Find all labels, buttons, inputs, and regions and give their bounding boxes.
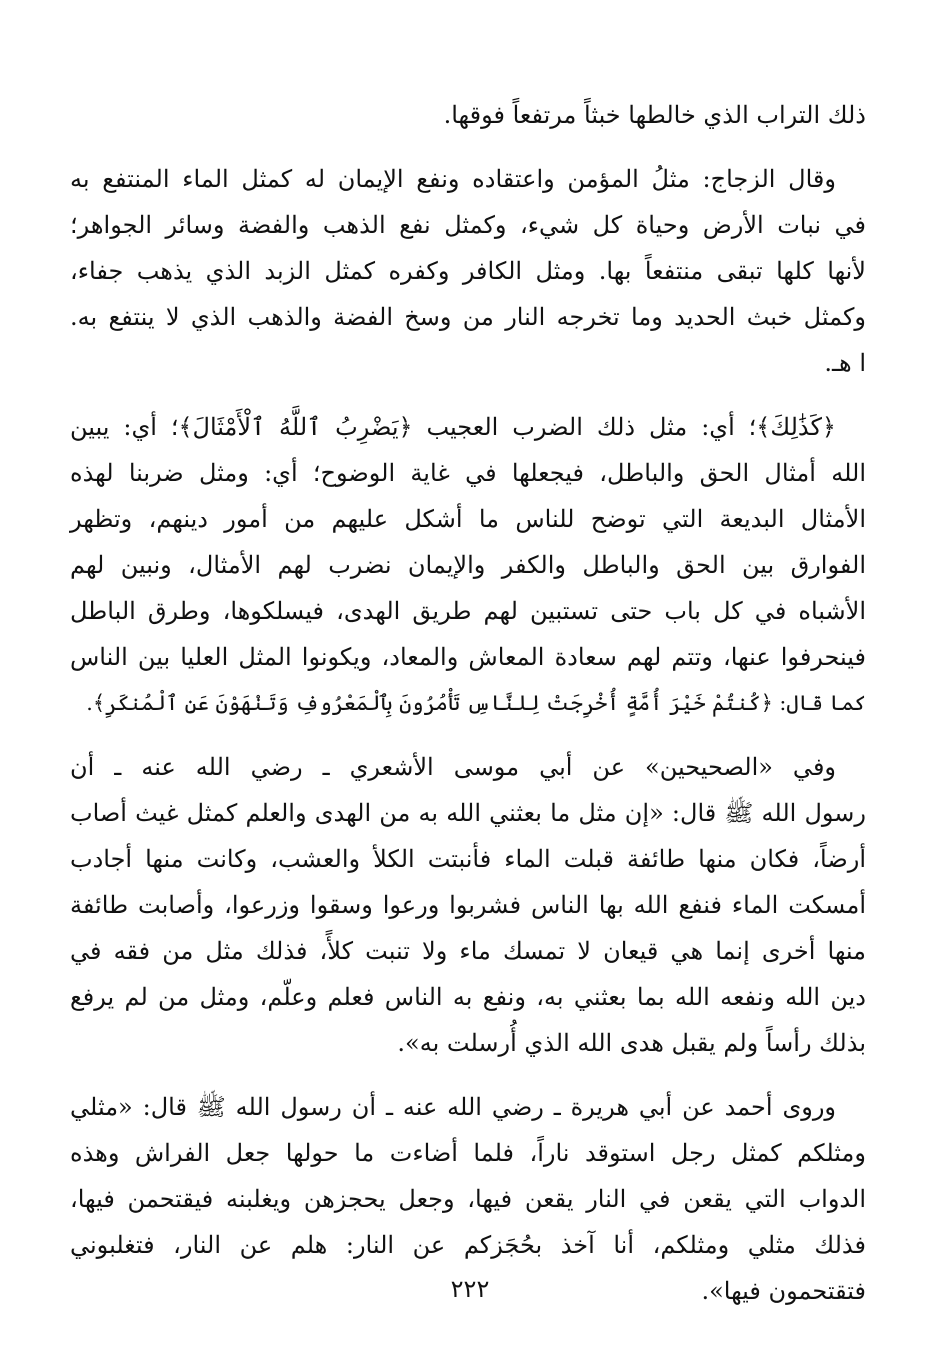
- page-body: [70, 92, 866, 1332]
- text-line: فينحرفوا عنها، وتتم لهم سعادة المعاش والمعاد، ويكونوا المثل العليا بين الناس: [70, 643, 866, 671]
- text-line: ا هـ.: [824, 349, 866, 377]
- text-line: وفي «الصحيحين» عن أبي موسى الأشعري ـ رضي الله عنه ـ أن: [70, 753, 836, 781]
- text-line: الأشباه في كل باب حتى تستبين لهم طريق الهدى، فيسلكوها، وطرق الباطل: [70, 597, 866, 625]
- paragraph-4: [70, 744, 866, 1066]
- text-line: ومثلكم كمثل رجل استوقد ناراً، فلما أضاءت ما حولها جعل الفراش وهذه: [70, 1139, 866, 1167]
- text-line: أرضاً، فكان منها طائفة قبلت الماء فأنبتت الكلأ والعشب، وكانت منها أجادب: [70, 845, 866, 873]
- text-line: منها أخرى إنما هي قيعان لا تمسك ماء ولا تنبت كلأً، فذلك مثل من فقه في: [70, 937, 866, 965]
- text-line: الله أمثال الحق والباطل، فيجعلها في غاية الوضوح؛ أي: ومثل ضربنا لهذه: [70, 459, 866, 487]
- text-line: وقال الزجاج: مثلُ المؤمن واعتقاده ونفع الإيمان له كمثل الماء المنتفع به: [70, 165, 836, 193]
- text-line: الأمثال البديعة التي توضح للناس ما أشكل عليهم من أمور دينهم، وتظهر: [70, 505, 866, 533]
- paragraph-2: [70, 156, 866, 386]
- text-line: فذلك مثلي ومثلكم، أنا آخذ بحُجَزكم عن النار: هلم عن النار، فتغلبوني: [70, 1231, 866, 1259]
- text-line: لأنها كلها تبقى منتفعاً بها. ومثل الكافر وكفره كمثل الزبد الذي يذهب جفاء،: [70, 257, 866, 285]
- paragraph-3: [70, 404, 866, 726]
- text-line: وروى أحمد عن أبي هريرة ـ رضي الله عنه ـ أن رسول الله ﷺ قال: «مثلي: [70, 1093, 836, 1121]
- text-line: ذلك التراب الذي خالطها خبثاً مرتفعاً فوقها.: [443, 101, 866, 129]
- text-line: كما قال: ﴿كُنتُمْ خَيْرَ أُمَّةٍ أُخْرِجَتْ لِلنَّاسِ تَأْمُرُونَ بِٱلْمَعْرُوفِ وَتَنْهَوْنَ عَنِ ٱلْمُنكَرِ﴾.: [86, 691, 866, 715]
- text-line: فتقتحمون فيها».: [701, 1277, 866, 1305]
- text-line: أمسكت الماء فنفع الله بها الناس فشربوا ورعوا وسقوا وزرعوا، وأصابت طائفة: [70, 891, 866, 919]
- page-number: ٢٢٢: [450, 1275, 490, 1303]
- text-line: الدواب التي يقعن في النار يقعن فيها، وجعل يحجزهن ويغلبنه فيقتحمن فيها،: [70, 1185, 866, 1213]
- text-line: في نبات الأرض وحياة كل شيء، وكمثل نفع الذهب والفضة وسائر الجواهر؛: [70, 211, 866, 239]
- text-line: الفوارق بين الحق والباطل والكفر والإيمان نضرب لهم الأمثال، ونبين لهم: [70, 551, 866, 579]
- text-line: ﴿كَذَٰلِكَ﴾؛ أي: مثل ذلك الضرب العجيب ﴿يَضْرِبُ ٱللَّهُ ٱلْأَمْثَالَ﴾؛ أي: يبين: [70, 413, 836, 441]
- text-line: بذلك رأساً ولم يقبل هدى الله الذي أُرسلت به».: [397, 1029, 866, 1057]
- text-line: رسول الله ﷺ قال: «إن مثل ما بعثني الله به من الهدى والعلم كمثل غيث أصاب: [70, 799, 866, 827]
- text-line: دين الله ونفعه الله بما بعثني به، ونفع به الناس فعلم وعلّم، ومثل من لم يرفع: [70, 983, 866, 1011]
- paragraph-1: [70, 92, 866, 138]
- text-line: وكمثل خبث الحديد وما تخرجه النار من وسخ الفضة والذهب الذي لا ينتفع به.: [70, 303, 866, 331]
